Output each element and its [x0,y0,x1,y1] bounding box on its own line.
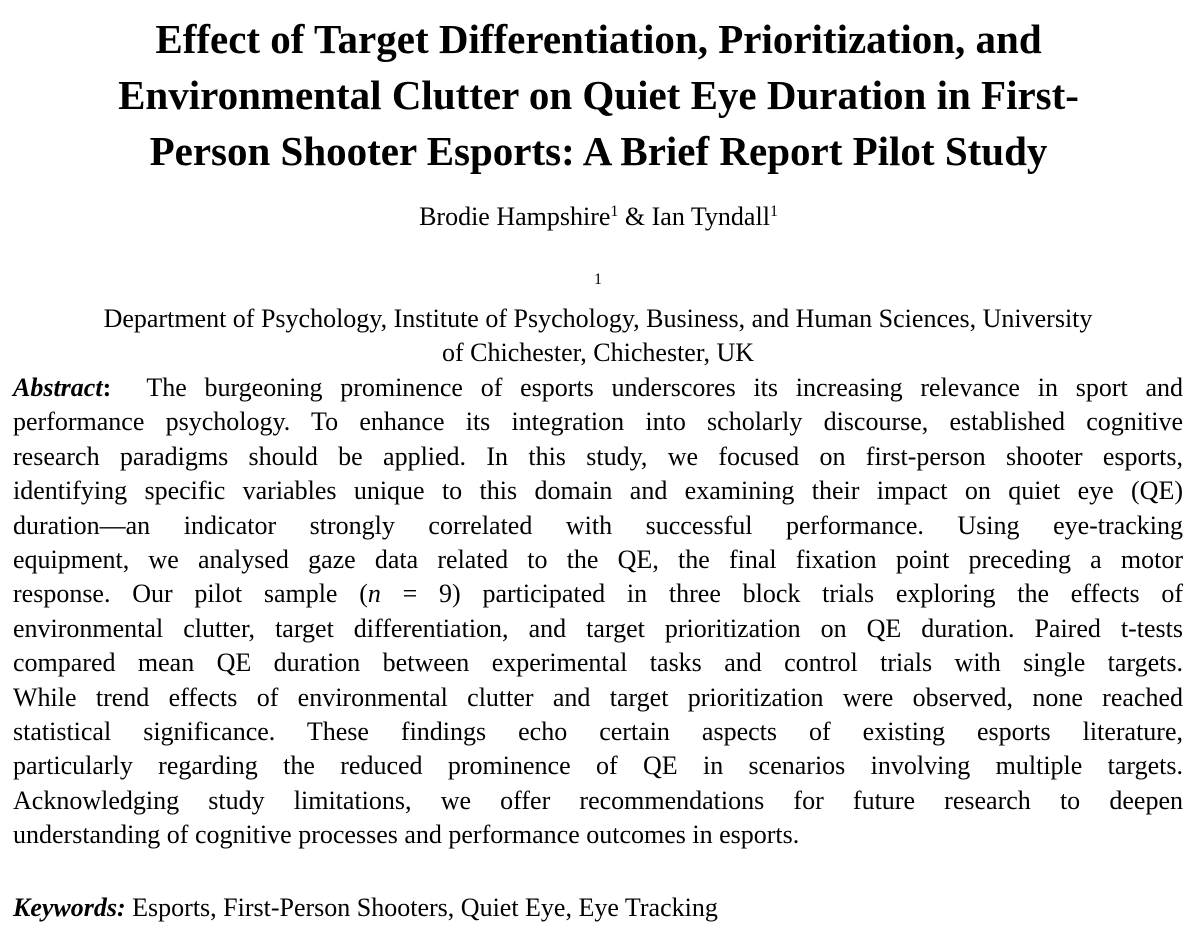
author-list [0,200,1197,234]
keywords-label: Keywords: [13,893,126,922]
abstract-line: understanding of cognitive processes and performance outcomes in esports. [13,820,800,850]
abstract-line: identifying specific variables unique to this domain and examining their impact on quiet eye (QE) [13,476,1183,506]
keywords-text: Esports, First-Person Shooters, Quiet Eye, Eye Tracking [132,893,718,922]
abstract-text: response. Our pilot sample ( [13,579,368,609]
abstract-line: research paradigms should be applied. In this study, we focused on first-person shooter esports, [13,441,1183,471]
keywords [13,891,718,925]
abstract-line: While trend effects of environmental clutter and target prioritization were observed, none reached [13,682,1183,712]
affiliation-mark: 1 [769,203,778,220]
title-line: Effect of Target Differentiation, Prioritization, and [155,16,1042,62]
abstract-text: = 9) participated in three block trials exploring the effects of [380,579,1183,609]
abstract-line: compared mean QE duration between experimental tasks and control trials with single targets. [13,648,1183,678]
abstract-line: equipment, we analysed gaze data related to the QE, the final fixation point preceding a motor [13,545,1183,575]
abstract-line: duration—an indicator strongly correlated with successful performance. Using eye-tracking [13,510,1183,540]
author-separator: & [624,202,646,231]
author-name: Ian Tyndall [651,202,770,231]
sample-size-symbol: n [367,579,381,609]
affiliation-mark: 1 [594,271,602,288]
affiliation [12,268,1184,370]
title-line: Environmental Clutter on Quiet Eye Duration in First- [118,72,1079,118]
abstract [13,371,1183,853]
affiliation-mark: 1 [610,203,619,220]
abstract-line [13,371,1183,405]
paper-title [40,11,1157,179]
title-line: Person Shooter Esports: A Brief Report Pilot Study [149,128,1048,174]
abstract-text: The burgeoning prominence of esports underscores its increasing relevance in sport and [146,373,1184,402]
abstract-line [13,577,1183,611]
abstract-line: statistical significance. These findings echo certain aspects of existing esports literature, [13,717,1183,747]
affiliation-line [12,268,1184,336]
author-name: Brodie Hampshire [419,202,611,231]
affiliation-text: Department of Psychology, Institute of Psychology, Business, and Human Sciences, University [103,304,1093,333]
abstract-line: particularly regarding the reduced prominence of QE in scenarios involving multiple targets. [13,751,1183,781]
affiliation-line: of Chichester, Chichester, UK [442,338,754,367]
abstract-line: Acknowledging study limitations, we offer recommendations for future research to deepen [13,785,1183,815]
abstract-line: performance psychology. To enhance its integration into scholarly discourse, established cognitive [13,407,1183,437]
abstract-label: Abstract [13,373,103,402]
abstract-line: environmental clutter, target differentiation, and target prioritization on QE duration. Paired t-tests [13,613,1183,643]
abstract-colon: : [102,373,112,402]
